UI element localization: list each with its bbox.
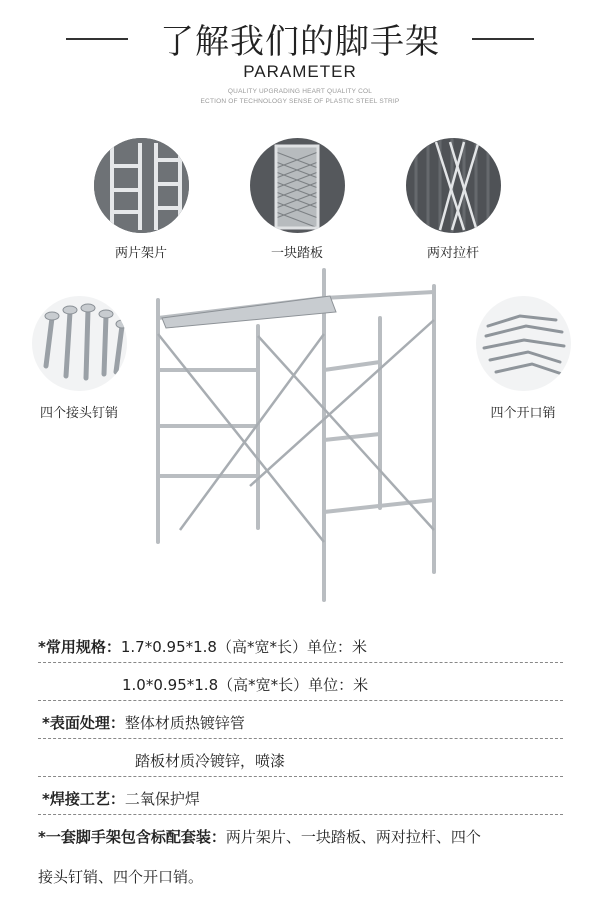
divider — [38, 738, 563, 739]
size-spec-row-2 — [122, 674, 368, 695]
size-spec-row-1 — [38, 636, 367, 657]
page-subtitle: PARAMETER — [243, 62, 357, 81]
tagline-line-1: QUALITY UPGRADING HEART QUALITY COL — [227, 88, 373, 95]
divider — [38, 700, 563, 701]
size-value-1: 1.7*0.95*1.8（高*宽*长）单位：米 — [120, 638, 367, 656]
scaffold-illustration — [140, 260, 450, 612]
welding-spec-row — [42, 788, 200, 809]
package-label: *一套脚手架包含标配套装： — [38, 828, 226, 846]
frames-caption: 两片架片 — [114, 246, 167, 261]
braces-caption: 两对拉杆 — [426, 246, 479, 261]
divider — [38, 814, 563, 815]
frames-photo — [94, 138, 189, 233]
welding-value: 二氧保护焊 — [124, 790, 200, 808]
divider — [38, 662, 563, 663]
braces-photo — [406, 138, 501, 233]
surface-spec-row-2 — [135, 750, 285, 771]
page-title: 了解我们的脚手架 — [160, 22, 440, 62]
surface-value-1: 整体材质热镀锌管 — [124, 714, 245, 732]
pins-caption: 四个接头钉销 — [39, 406, 118, 421]
plank-caption: 一块踏板 — [270, 246, 323, 261]
welding-label: *焊接工艺： — [42, 790, 125, 808]
size-label: *常用规格： — [38, 638, 121, 656]
surface-spec-row-1 — [42, 712, 245, 733]
tagline-line-2: ECTION OF TECHNOLOGY SENSE OF PLASTIC STEEL STRIP — [200, 98, 400, 105]
clips-caption: 四个开口销 — [490, 406, 556, 421]
surface-label: *表面处理： — [42, 714, 125, 732]
plank-photo — [250, 138, 345, 233]
package-spec-row-2 — [38, 866, 203, 887]
title-row — [0, 14, 600, 60]
pins-photo — [32, 296, 127, 391]
package-value-1: 两片架片、一块踏板、两对拉杆、四个 — [225, 828, 481, 846]
surface-value-2: 踏板材质冷镀锌，喷漆 — [135, 752, 286, 770]
clips-photo — [476, 296, 571, 391]
size-value-2: 1.0*0.95*1.8（高*宽*长）单位：米 — [122, 676, 369, 694]
divider — [38, 776, 563, 777]
package-value-2: 接头钉销、四个开口销。 — [38, 868, 204, 886]
package-spec-row-1 — [38, 826, 481, 847]
title-right-rule — [472, 38, 534, 40]
